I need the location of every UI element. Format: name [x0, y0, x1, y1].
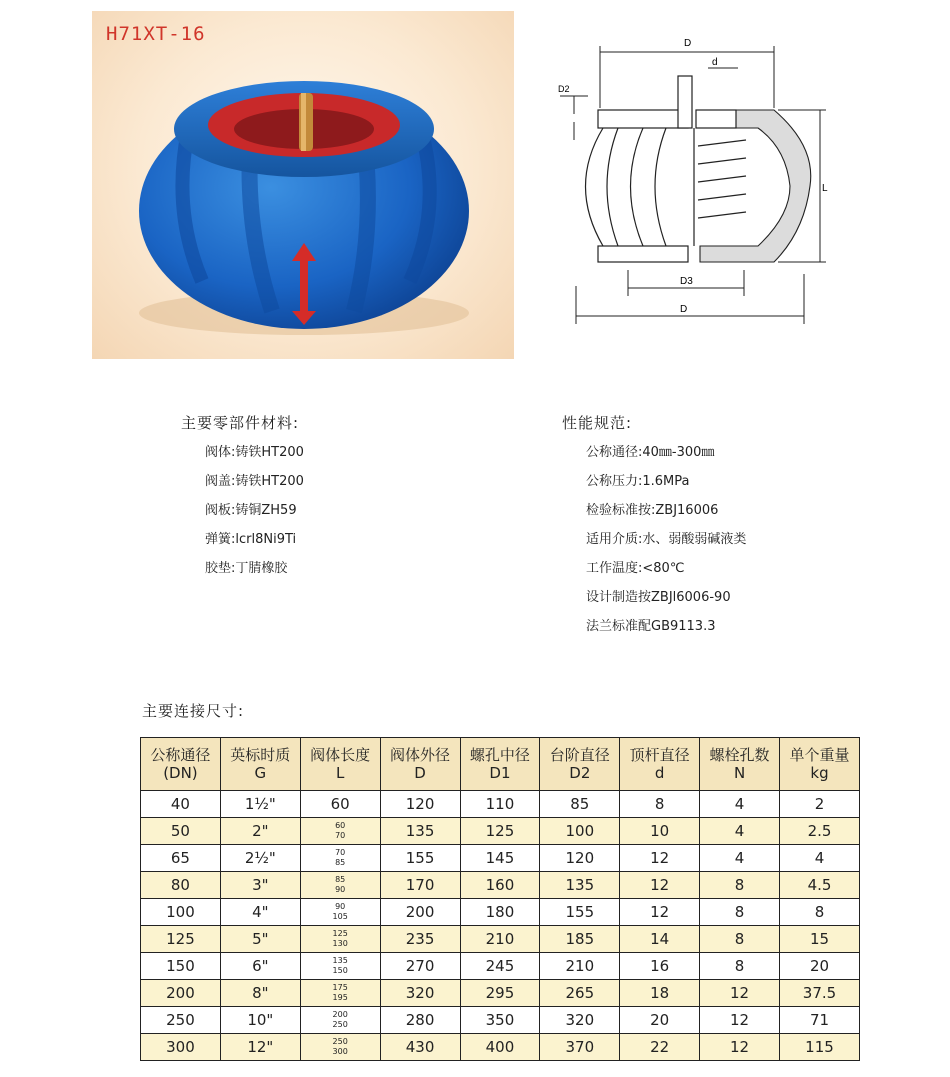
- label-D-top: D: [684, 38, 692, 49]
- table-cell: 250: [141, 1007, 221, 1034]
- table-cell: 185: [540, 926, 620, 953]
- performance-title: 性能规范:: [562, 414, 633, 432]
- table-row: [141, 1034, 860, 1061]
- table-cell: 210: [540, 953, 620, 980]
- table-cell: 430: [380, 1034, 460, 1061]
- table-cell: 200: [141, 980, 221, 1007]
- dimensions-table: [140, 737, 860, 1061]
- material-item: 阀体:铸铁HT200: [205, 445, 304, 460]
- table-cell: 320: [540, 1007, 620, 1034]
- table-cell: 80: [141, 872, 221, 899]
- table-row: [141, 845, 860, 872]
- table-cell: 4: [700, 791, 780, 818]
- table-cell: 22: [620, 1034, 700, 1061]
- table-cell: 18: [620, 980, 700, 1007]
- table-cell: 60: [300, 791, 380, 818]
- table-cell: 145: [460, 845, 540, 872]
- table-cell: 90 105: [300, 899, 380, 926]
- table-cell: 20: [780, 953, 860, 980]
- header-d1: 螺孔中径 D1: [460, 738, 540, 791]
- product-model: H71XT-16: [106, 23, 206, 45]
- table-cell: 100: [141, 899, 221, 926]
- table-cell: 85 90: [300, 872, 380, 899]
- table-cell: 400: [460, 1034, 540, 1061]
- header-l: 阀体长度 L: [300, 738, 380, 791]
- table-cell: 8: [700, 899, 780, 926]
- material-item: 阀板:铸铜ZH59: [205, 503, 297, 518]
- table-cell: 135: [540, 872, 620, 899]
- table-cell: 1½": [220, 791, 300, 818]
- table-cell: 50: [141, 818, 221, 845]
- table-row: [141, 791, 860, 818]
- performance-item: 法兰标准配GB9113.3: [586, 619, 716, 634]
- table-cell: 125: [460, 818, 540, 845]
- performance-item: 工作温度:<80℃: [586, 561, 685, 576]
- material-item: 弹簧:lcrl8Ni9Ti: [205, 532, 297, 547]
- performance-section: [562, 412, 746, 646]
- table-row: [141, 926, 860, 953]
- table-cell: 40: [141, 791, 221, 818]
- header-n: 螺栓孔数 N: [700, 738, 780, 791]
- performance-item: 设计制造按ZBJl6006-90: [586, 590, 731, 605]
- table-cell: 210: [460, 926, 540, 953]
- table-header-row: [141, 738, 860, 791]
- table-cell: 295: [460, 980, 540, 1007]
- table-cell: 3": [220, 872, 300, 899]
- table-cell: 12: [620, 845, 700, 872]
- table-cell: 71: [780, 1007, 860, 1034]
- table-cell: 270: [380, 953, 460, 980]
- performance-item: 公称压力:1.6MPa: [586, 474, 690, 489]
- label-d: d: [712, 57, 718, 68]
- header-g: 英标时质 G: [220, 738, 300, 791]
- table-cell: 200: [380, 899, 460, 926]
- table-cell: 8: [700, 953, 780, 980]
- table-row: [141, 1007, 860, 1034]
- table-cell: 175 195: [300, 980, 380, 1007]
- table-cell: 10: [620, 818, 700, 845]
- table-cell: 16: [620, 953, 700, 980]
- materials-section: [181, 412, 304, 588]
- table-cell: 8: [780, 899, 860, 926]
- table-row: [141, 818, 860, 845]
- table-cell: 180: [460, 899, 540, 926]
- header-kg: 单个重量 kg: [780, 738, 860, 791]
- header-stem-d: 顶杆直径 d: [620, 738, 700, 791]
- label-D2: D2: [558, 84, 570, 94]
- table-cell: 125: [141, 926, 221, 953]
- table-cell: 110: [460, 791, 540, 818]
- table-cell: 135 150: [300, 953, 380, 980]
- table-cell: 155: [380, 845, 460, 872]
- performance-item: 适用介质:水、弱酸弱碱液类: [586, 532, 747, 547]
- table-row: [141, 953, 860, 980]
- table-cell: 12: [700, 1034, 780, 1061]
- header-dn: 公称通径 (DN): [141, 738, 221, 791]
- table-cell: 300: [141, 1034, 221, 1061]
- table-cell: 4: [700, 818, 780, 845]
- table-cell: 235: [380, 926, 460, 953]
- table-row: [141, 980, 860, 1007]
- table-cell: 85: [540, 791, 620, 818]
- table-cell: 8: [700, 872, 780, 899]
- product-photo: [92, 11, 514, 359]
- table-cell: 8": [220, 980, 300, 1007]
- table-cell: 2.5: [780, 818, 860, 845]
- table-cell: 350: [460, 1007, 540, 1034]
- table-cell: 2½": [220, 845, 300, 872]
- table-cell: 120: [380, 791, 460, 818]
- material-item: 胶垫:丁腈橡胶: [205, 561, 288, 576]
- table-cell: 10": [220, 1007, 300, 1034]
- label-D3: D3: [680, 276, 693, 287]
- table-cell: 320: [380, 980, 460, 1007]
- label-L: L: [822, 183, 828, 194]
- table-cell: 8: [620, 791, 700, 818]
- table-cell: 250 300: [300, 1034, 380, 1061]
- header-d2: 台阶直径 D2: [540, 738, 620, 791]
- table-cell: 4.5: [780, 872, 860, 899]
- table-cell: 12: [700, 1007, 780, 1034]
- table-cell: 280: [380, 1007, 460, 1034]
- table-cell: 60 70: [300, 818, 380, 845]
- table-cell: 4: [700, 845, 780, 872]
- table-cell: 2: [780, 791, 860, 818]
- section-diagram: [548, 36, 848, 326]
- performance-item: 公称通径:40㎜-300㎜: [586, 445, 715, 460]
- table-row: [141, 899, 860, 926]
- table-cell: 4": [220, 899, 300, 926]
- table-cell: 8: [700, 926, 780, 953]
- table-cell: 70 85: [300, 845, 380, 872]
- table-cell: 200 250: [300, 1007, 380, 1034]
- table-cell: 12: [620, 899, 700, 926]
- table-cell: 14: [620, 926, 700, 953]
- table-cell: 12": [220, 1034, 300, 1061]
- table-cell: 135: [380, 818, 460, 845]
- table-cell: 120: [540, 845, 620, 872]
- table-cell: 20: [620, 1007, 700, 1034]
- header-d: 阀体外径 D: [380, 738, 460, 791]
- table-cell: 265: [540, 980, 620, 1007]
- table-cell: 2": [220, 818, 300, 845]
- table-cell: 245: [460, 953, 540, 980]
- table-cell: 15: [780, 926, 860, 953]
- table-cell: 125 130: [300, 926, 380, 953]
- table-cell: 155: [540, 899, 620, 926]
- table-row: [141, 872, 860, 899]
- check-valve-illustration: [92, 11, 514, 359]
- label-D-bottom: D: [680, 304, 688, 315]
- materials-title: 主要零部件材料:: [181, 414, 300, 432]
- table-cell: 5": [220, 926, 300, 953]
- table-cell: 12: [620, 872, 700, 899]
- table-cell: 65: [141, 845, 221, 872]
- table-cell: 12: [700, 980, 780, 1007]
- table-cell: 150: [141, 953, 221, 980]
- table-cell: 170: [380, 872, 460, 899]
- table-cell: 37.5: [780, 980, 860, 1007]
- table-cell: 4: [780, 845, 860, 872]
- table-cell: 370: [540, 1034, 620, 1061]
- table-cell: 100: [540, 818, 620, 845]
- dimensions-title: 主要连接尺寸:: [142, 702, 245, 720]
- table-cell: 160: [460, 872, 540, 899]
- table-cell: 6": [220, 953, 300, 980]
- material-item: 阀盖:铸铁HT200: [205, 474, 304, 489]
- performance-item: 检验标准按:ZBJ16006: [586, 503, 719, 518]
- table-cell: 115: [780, 1034, 860, 1061]
